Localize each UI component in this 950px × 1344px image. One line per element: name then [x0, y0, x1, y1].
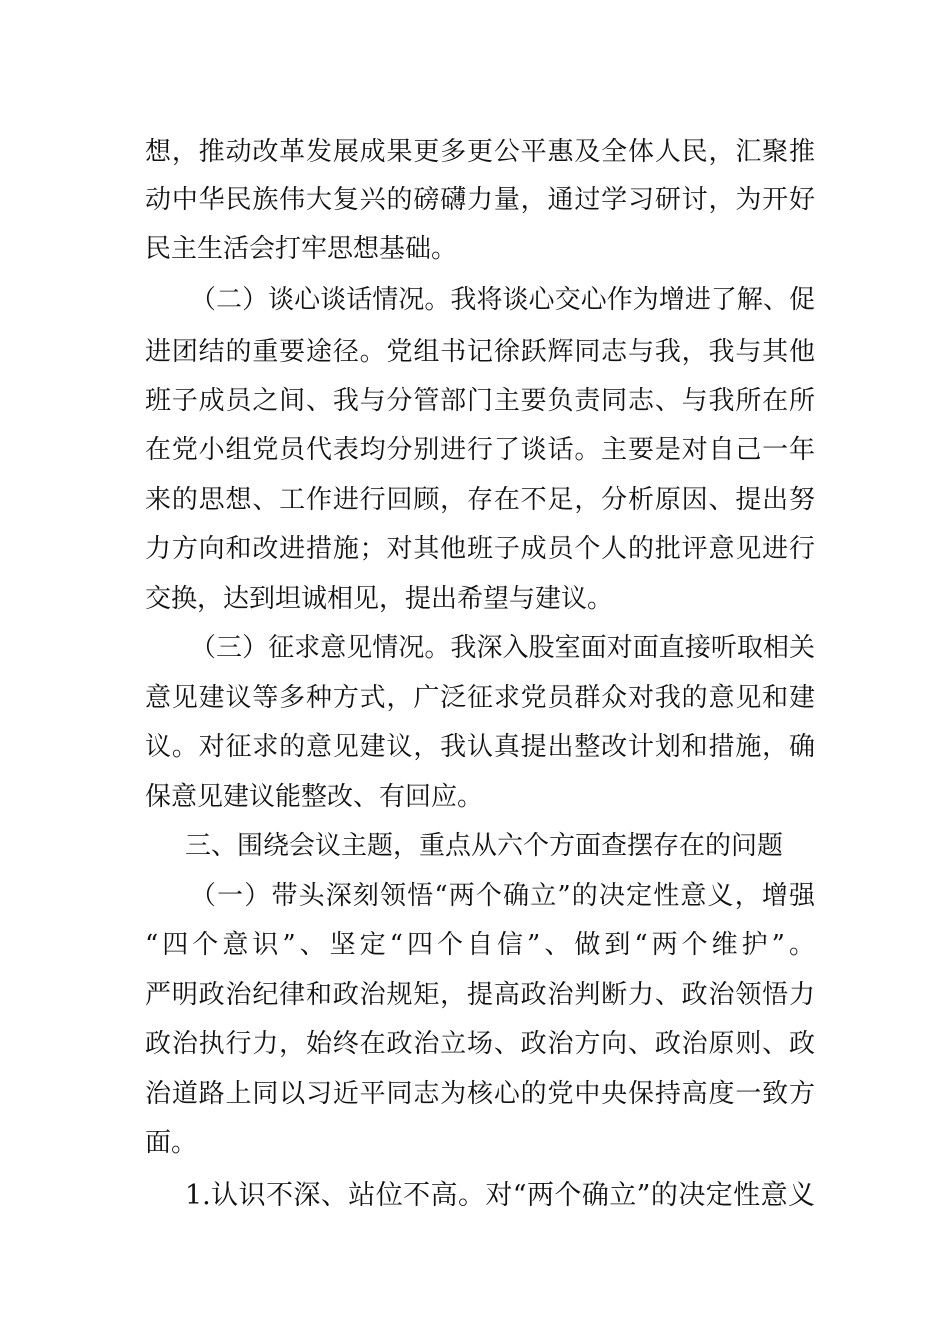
paragraph-line: “四个意识”、坚定“四个自信”、做到“两个维护”。	[145, 930, 815, 960]
paragraph-line: 交换，达到坦诚相见，提出希望与建议。	[145, 584, 614, 614]
section-heading-three: 三、围绕会议主题，重点从六个方面查摆存在的问题	[185, 831, 784, 861]
section-heading-opinions: （三）征求意见情况。我深入股室面对面直接听取相关	[190, 633, 815, 663]
numbered-item-1: 1.认识不深、站位不高。对“两个确立”的决定性意义	[185, 1180, 815, 1211]
paragraph-line: 进团结的重要途径。党组书记徐跃辉同志与我，我与其他	[145, 337, 815, 367]
paragraph-line: 议。对征求的意见建议，我认真提出整改计划和措施，确	[145, 732, 815, 762]
subsection-heading-one: （一）带头深刻领悟“两个确立”的决定性意义，增强	[190, 881, 815, 911]
paragraph-line: 政治执行力，始终在政治立场、政治方向、政治原则、政	[145, 1029, 815, 1059]
paragraph-line: 班子成员之间、我与分管部门主要负责同志、与我所在所	[145, 386, 815, 416]
paragraph-line: 动中华民族伟大复兴的磅礴力量，通过学习研讨，为开好	[145, 185, 815, 215]
paragraph-line: 力方向和改进措施；对其他班子成员个人的批评意见进行	[145, 534, 815, 564]
paragraph-line: 治道路上同以习近平同志为核心的党中央保持高度一致方	[145, 1079, 815, 1109]
paragraph-line: 民主生活会打牢思想基础。	[145, 234, 458, 264]
paragraph-line: 来的思想、工作进行回顾，存在不足，分析原因、提出努	[145, 485, 815, 515]
paragraph-line: 严明政治纪律和政治规矩，提高政治判断力、政治领悟力	[145, 980, 815, 1010]
paragraph-line: 保意见建议能整改、有回应。	[145, 782, 484, 812]
paragraph-line: 想，推动改革发展成果更多更公平惠及全体人民，汇聚推	[145, 137, 815, 167]
paragraph-line: 面。	[145, 1128, 198, 1158]
paragraph-line: 意见建议等多种方式，广泛征求党员群众对我的意见和建	[145, 683, 815, 713]
paragraph-line: 在党小组党员代表均分别进行了谈话。主要是对自己一年	[145, 435, 815, 465]
section-heading-talks: （二）谈心谈话情况。我将谈心交心作为增进了解、促	[190, 285, 815, 315]
